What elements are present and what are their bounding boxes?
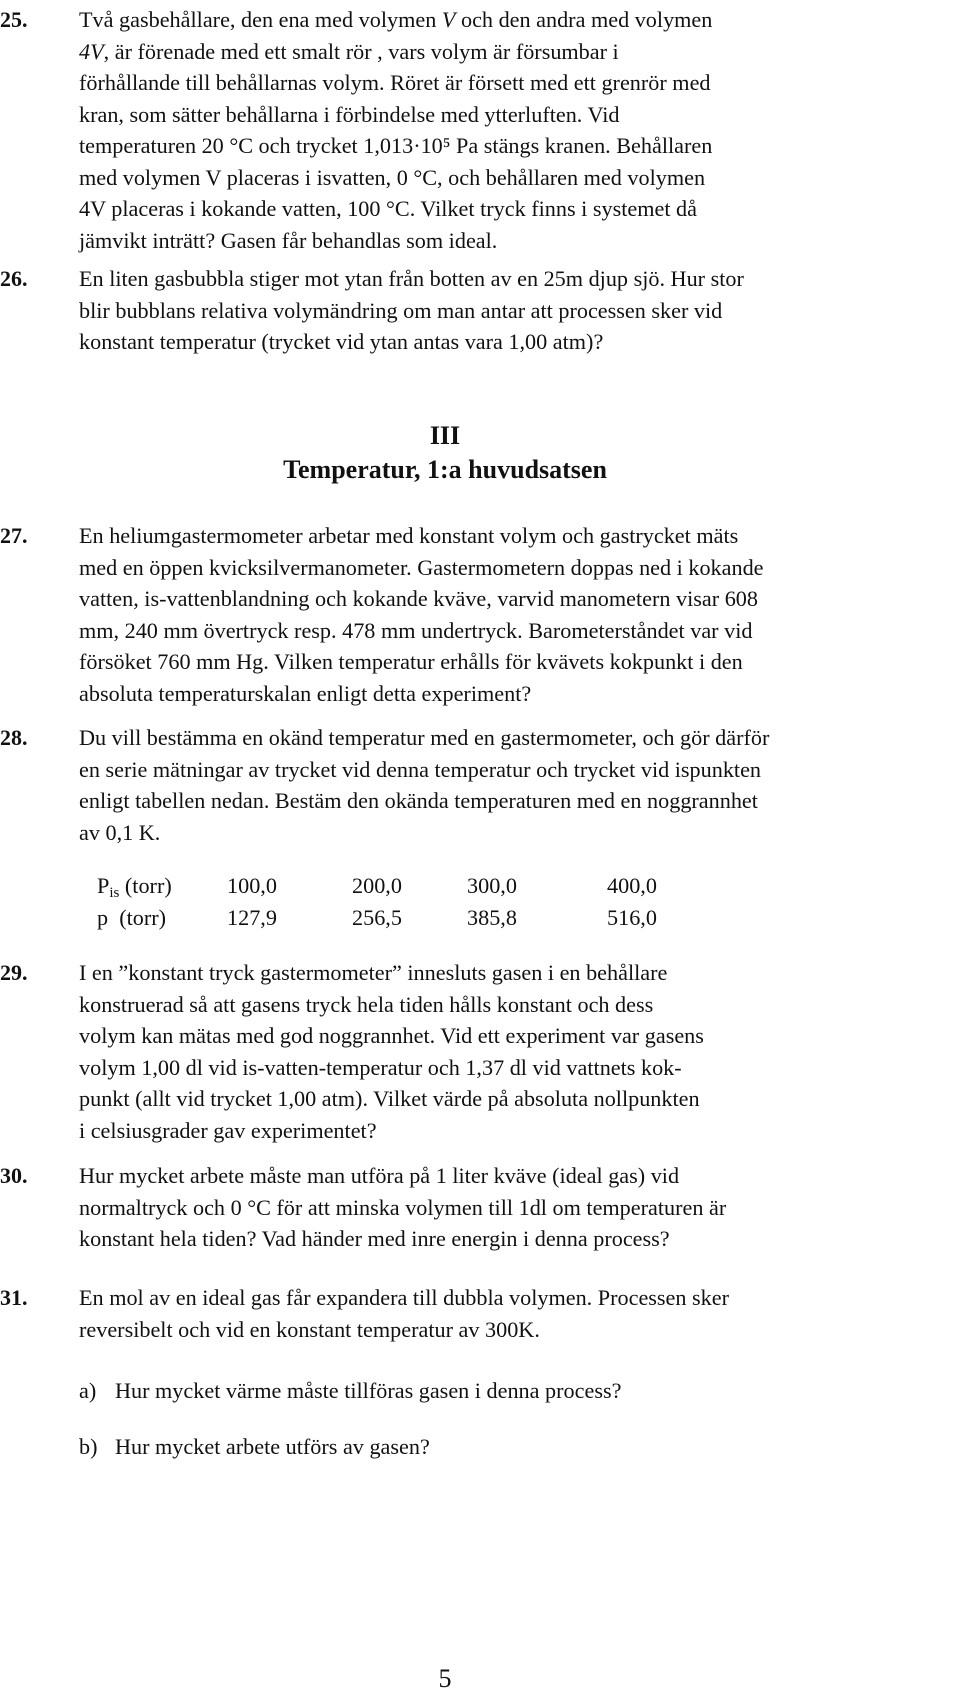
text-line: absoluta temperaturskalan enligt detta experiment? [79,680,532,706]
text-line: 4V placeras i kokande vatten, 100 °C. Vilket tryck finns i systemet då [79,196,697,221]
table-cell: 256,5 [352,905,402,930]
text-line: med en öppen kvicksilvermanometer. Gastermometern doppas ned i kokande [79,554,764,580]
page-number: 5 [438,1664,452,1693]
table-cell: 300,0 [467,873,517,898]
label-symbol: p [97,905,109,930]
problem-number: 26. [0,266,28,291]
row-label [97,870,227,902]
text-line: av 0,1 K. [79,819,161,845]
text-line: enligt tabellen nedan. Bestäm den okända temperaturen med en noggrannhet [79,788,758,813]
text-line: jämvikt inträtt? Gasen får behandlas som ideal. [79,227,498,253]
text-line: reversibelt och vid en konstant temperatur av 300K. [79,1316,540,1342]
section-title: Temperatur, 1:a huvudsatsen [283,455,607,484]
text-line: konstruerad så att gasens tryck hela tiden hålls konstant och dess [79,991,654,1017]
problem-text [79,520,940,709]
table-cell: 127,9 [227,905,277,930]
text-line: förhållande till behållarnas volym. Röret är försett med ett grenrör med [79,70,711,95]
table-row [97,870,707,902]
problem-text [79,263,940,358]
table-cell: 200,0 [352,873,402,898]
text-line: konstant hela tiden? Vad händer med inre energin i denna process? [79,1226,670,1251]
problem-number: 28. [0,725,28,750]
problem-text [79,1282,940,1345]
row-label [97,902,227,934]
table-cell: 516,0 [607,905,657,930]
subquestion-a [79,1375,621,1406]
measurement-table [97,870,707,934]
label-subscript: is [109,885,120,901]
text-line: försöket 760 mm Hg. Vilken temperatur erhålls för kvävets kokpunkt i den [79,649,743,674]
problem-number: 30. [0,1163,28,1188]
subquestion-letter: a) [79,1378,97,1403]
text-line: temperaturen 20 °C och trycket 1,013·10⁵ Pa stängs kranen. Behållaren [79,133,713,158]
text-line: kran, som sätter behållarna i förbindelse med ytterluften. Vid [79,101,620,127]
subquestion-text: Hur mycket värme måste tillföras gasen i denna process? [115,1378,622,1403]
text-line: En heliumgastermometer arbetar med konstant volym och gastrycket mäts [79,523,739,548]
text-line: volym 1,00 dl vid is-vatten-temperatur och 1,37 dl vid vattnets kok- [79,1054,682,1080]
text-line: volym kan mätas med god noggrannhet. Vid ett experiment var gasens [79,1023,704,1048]
text-line: En mol av en ideal gas får expandera till dubbla volymen. Processen sker [79,1285,730,1310]
subquestion-text: Hur mycket arbete utförs av gasen? [115,1434,430,1459]
text-line: En liten gasbubbla stiger mot ytan från botten av en 25m djup sjö. Hur stor [79,266,744,291]
table-row [97,902,707,934]
text-line: vatten, is-vattenblandning och kokande kväve, varvid manometern visar 608 [79,586,758,611]
text-line: Du vill bestämma en okänd temperatur med en gastermometer, och gör därför [79,725,770,750]
label-unit: (torr) [119,873,172,898]
problem-number: 29. [0,960,28,985]
problem-number: 27. [0,523,28,548]
text-line: normaltryck och 0 °C för att minska volymen till 1dl om temperaturen är [79,1194,727,1220]
text-line: punkt (allt vid trycket 1,00 atm). Vilket värde på absoluta nollpunkten [79,1086,700,1111]
text-line: I en ”konstant tryck gastermometer” innesluts gasen i en behållare [79,960,668,985]
label-unit: (torr) [108,905,167,930]
text-line: i celsiusgrader gav experimentet? [79,1117,377,1143]
text-line: med volymen V placeras i isvatten, 0 °C, och behållaren med volymen [79,164,706,190]
problem-number: 25. [0,7,28,32]
text-line: en serie mätningar av trycket vid denna temperatur och trycket vid ispunkten [79,756,762,782]
table-cell: 400,0 [607,873,657,898]
label-symbol: P [97,873,110,898]
text-line: mm, 240 mm övertryck resp. 478 mm undertryck. Barometerståndet var vid [79,617,753,643]
table-cell: 385,8 [467,905,517,930]
text-line: konstant temperatur (trycket vid ytan antas vara 1,00 atm)? [79,329,604,354]
problem-text [79,957,940,1146]
section-numeral: III [429,421,461,450]
problem-number: 31. [0,1285,28,1310]
problem-text [79,4,940,256]
problem-text [79,1160,940,1255]
text-line: Två gasbehållare, den ena med volymen V och den andra med volymen [79,7,713,32]
text-line: Hur mycket arbete måste man utföra på 1 liter kväve (ideal gas) vid [79,1163,680,1188]
problem-text [79,722,940,848]
subquestion-b [79,1431,430,1462]
table-cell: 100,0 [227,873,277,898]
text-line: blir bubblans relativa volymändring om man antar att processen sker vid [79,297,723,323]
text-line: 4V, är förenade med ett smalt rör , vars volym är försumbar i [79,38,619,64]
subquestion-letter: b) [79,1434,98,1459]
